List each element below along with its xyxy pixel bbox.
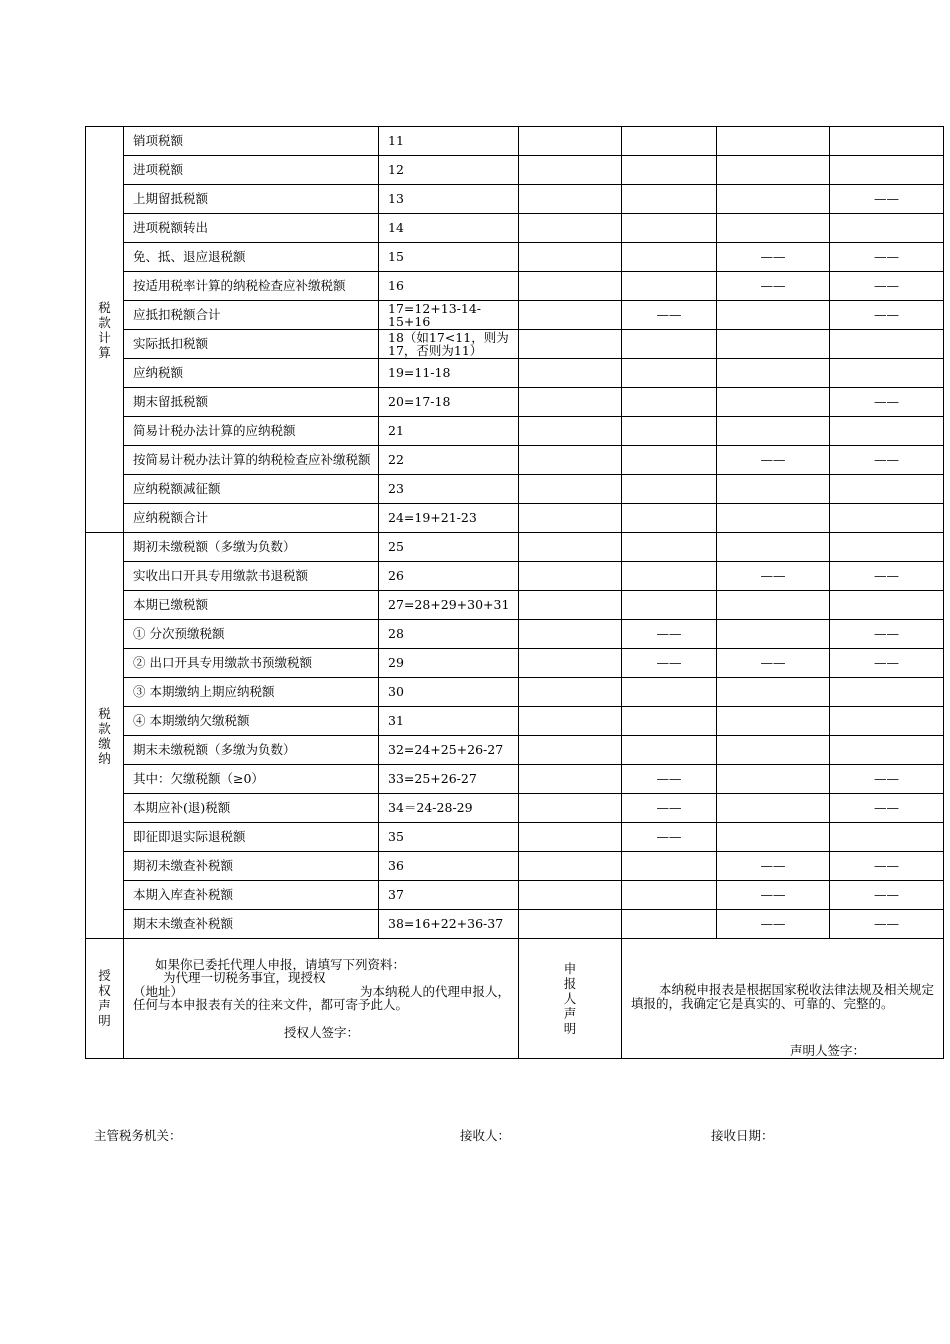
row-formula: 24=19+21-23 <box>379 504 519 533</box>
amount-cell[interactable] <box>519 243 622 272</box>
not-applicable-cell: —— <box>830 562 944 591</box>
auth-address-label: （地址） <box>133 983 184 999</box>
table-row <box>86 620 944 649</box>
not-applicable-cell: —— <box>830 243 944 272</box>
amount-cell[interactable] <box>519 417 622 446</box>
table-row <box>86 765 944 794</box>
not-applicable-cell: —— <box>830 185 944 214</box>
auth-signature[interactable]: 授权人签字： <box>283 1024 359 1040</box>
row-label: 按适用税率计算的纳税检查应补缴税额 <box>124 272 379 301</box>
row-formula: 28 <box>379 620 519 649</box>
row-label: 进项税额 <box>124 156 379 185</box>
table-row <box>86 185 944 214</box>
table-row <box>86 330 944 359</box>
table-row <box>86 533 944 562</box>
amount-cell[interactable] <box>519 301 622 330</box>
amount-cell[interactable] <box>622 127 717 156</box>
row-label: 进项税额转出 <box>124 214 379 243</box>
section-declarant <box>519 939 622 1059</box>
not-applicable-cell: —— <box>830 388 944 417</box>
amount-cell[interactable] <box>830 417 944 446</box>
row-label: 应抵扣税额合计 <box>124 301 379 330</box>
amount-cell[interactable] <box>717 504 830 533</box>
row-formula: 38=16+22+36-37 <box>379 910 519 939</box>
row-label: 期末未缴查补税额 <box>124 910 379 939</box>
amount-cell[interactable] <box>622 272 717 301</box>
amount-cell[interactable] <box>717 707 830 736</box>
row-formula: 31 <box>379 707 519 736</box>
not-applicable-cell: —— <box>717 881 830 910</box>
tax-return-table <box>85 126 944 1059</box>
amount-cell[interactable] <box>830 533 944 562</box>
not-applicable-cell: —— <box>622 823 717 852</box>
not-applicable-cell: —— <box>830 272 944 301</box>
row-formula: 14 <box>379 214 519 243</box>
row-label: 实际抵扣税额 <box>124 330 379 359</box>
amount-cell[interactable] <box>830 156 944 185</box>
table-row <box>86 678 944 707</box>
table-row <box>86 417 944 446</box>
row-formula: 17=12+13-14-15+16 <box>379 301 519 330</box>
table-row <box>86 156 944 185</box>
row-label: 应纳税额 <box>124 359 379 388</box>
amount-cell[interactable] <box>830 591 944 620</box>
amount-cell[interactable] <box>717 359 830 388</box>
not-applicable-cell: —— <box>830 620 944 649</box>
amount-cell[interactable] <box>830 504 944 533</box>
amount-cell[interactable] <box>519 823 622 852</box>
amount-cell[interactable] <box>717 533 830 562</box>
row-formula: 15 <box>379 243 519 272</box>
section-label: 税款计算 <box>98 299 111 360</box>
row-label: 其中：欠缴税额（≥0） <box>124 765 379 794</box>
amount-cell[interactable] <box>519 852 622 881</box>
amount-cell[interactable] <box>622 214 717 243</box>
table-row <box>86 823 944 852</box>
not-applicable-cell: —— <box>717 852 830 881</box>
amount-cell[interactable] <box>622 533 717 562</box>
amount-cell[interactable] <box>622 156 717 185</box>
row-formula: 37 <box>379 881 519 910</box>
row-label: 应纳税额减征额 <box>124 475 379 504</box>
amount-cell[interactable] <box>519 446 622 475</box>
not-applicable-cell: —— <box>830 765 944 794</box>
section-tax-calculation <box>86 127 124 533</box>
section-label: 申报人声明 <box>563 960 577 1036</box>
row-label: 按简易计税办法计算的纳税检查应补缴税额 <box>124 446 379 475</box>
auth-line2: 为代理一切税务事宜，现授权 <box>163 970 326 985</box>
row-label: 期初未缴查补税额 <box>124 852 379 881</box>
amount-cell[interactable] <box>519 127 622 156</box>
amount-cell[interactable] <box>717 765 830 794</box>
table-row <box>86 881 944 910</box>
auth-agent-text: 为本纳税人的代理申报人， <box>359 983 510 999</box>
not-applicable-cell: —— <box>830 301 944 330</box>
amount-cell[interactable] <box>519 765 622 794</box>
row-formula: 34＝24-28-29 <box>379 794 519 823</box>
not-applicable-cell: —— <box>622 301 717 330</box>
amount-cell[interactable] <box>717 127 830 156</box>
amount-cell[interactable] <box>717 794 830 823</box>
auth-line1: 如果你已委托代理人申报，请填写下列资料： <box>155 956 406 972</box>
amount-cell[interactable] <box>830 475 944 504</box>
row-formula: 32=24+25+26-27 <box>379 736 519 765</box>
not-applicable-cell: —— <box>717 562 830 591</box>
section-label: 授权声明 <box>98 968 111 1029</box>
amount-cell[interactable] <box>622 475 717 504</box>
auth-line4: 任何与本申报表有关的往来文件，都可寄予此人。 <box>133 997 409 1012</box>
table-row <box>86 475 944 504</box>
amount-cell[interactable] <box>717 388 830 417</box>
declaration-row <box>86 939 944 1059</box>
not-applicable-cell: —— <box>830 881 944 910</box>
not-applicable-cell: —— <box>717 272 830 301</box>
amount-cell[interactable] <box>519 388 622 417</box>
row-formula: 12 <box>379 156 519 185</box>
row-label: 销项税额 <box>124 127 379 156</box>
table-row <box>86 736 944 765</box>
amount-cell[interactable] <box>519 910 622 939</box>
table-row <box>86 388 944 417</box>
row-formula: 16 <box>379 272 519 301</box>
amount-cell[interactable] <box>830 678 944 707</box>
amount-cell[interactable] <box>519 707 622 736</box>
not-applicable-cell: —— <box>622 620 717 649</box>
not-applicable-cell: —— <box>622 794 717 823</box>
declarant-signature[interactable]: 声明人签字： <box>789 1043 865 1058</box>
amount-cell[interactable] <box>519 330 622 359</box>
amount-cell[interactable] <box>519 562 622 591</box>
row-label: 期初未缴税额（多缴为负数） <box>124 533 379 562</box>
table-row <box>86 127 944 156</box>
amount-cell[interactable] <box>622 417 717 446</box>
table-row <box>86 214 944 243</box>
table-row <box>86 852 944 881</box>
row-label: 免、抵、退应退税额 <box>124 243 379 272</box>
section-label: 税款缴纳 <box>98 705 111 766</box>
row-formula: 29 <box>379 649 519 678</box>
footer-receive-date: 接收日期： <box>711 1128 774 1143</box>
footer-authority: 主管税务机关： <box>94 1128 182 1143</box>
table-row <box>86 707 944 736</box>
row-label: 上期留抵税额 <box>124 185 379 214</box>
row-formula: 18（如17<11，则为17，否则为11） <box>379 330 519 359</box>
amount-cell[interactable] <box>622 359 717 388</box>
amount-cell[interactable] <box>519 794 622 823</box>
auth-line3 <box>133 985 510 999</box>
amount-cell[interactable] <box>519 620 622 649</box>
amount-cell[interactable] <box>519 678 622 707</box>
row-formula: 35 <box>379 823 519 852</box>
amount-cell[interactable] <box>519 649 622 678</box>
amount-cell[interactable] <box>830 359 944 388</box>
not-applicable-cell: —— <box>717 446 830 475</box>
not-applicable-cell: —— <box>830 794 944 823</box>
amount-cell[interactable] <box>830 823 944 852</box>
row-label: ② 出口开具专用缴款书预缴税额 <box>124 649 379 678</box>
row-formula: 27=28+29+30+31 <box>379 591 519 620</box>
row-label: ③ 本期缴纳上期应纳税额 <box>124 678 379 707</box>
declaration-text: 本纳税申报表是根据国家税收法律法规及相关规定填报的，我确定它是真实的、可靠的、完整的。 <box>631 982 935 1011</box>
row-formula: 20=17-18 <box>379 388 519 417</box>
declarant-statement <box>622 939 944 1059</box>
table-row <box>86 446 944 475</box>
row-label: 本期入库查补税额 <box>124 881 379 910</box>
row-label: 即征即退实际退税额 <box>124 823 379 852</box>
row-formula: 33=25+26-27 <box>379 765 519 794</box>
amount-cell[interactable] <box>519 591 622 620</box>
amount-cell[interactable] <box>519 156 622 185</box>
amount-cell[interactable] <box>519 359 622 388</box>
table-row <box>86 359 944 388</box>
amount-cell[interactable] <box>717 678 830 707</box>
table-row <box>86 504 944 533</box>
table-row <box>86 591 944 620</box>
row-formula: 36 <box>379 852 519 881</box>
amount-cell[interactable] <box>830 736 944 765</box>
amount-cell[interactable] <box>519 881 622 910</box>
not-applicable-cell: —— <box>830 852 944 881</box>
not-applicable-cell: —— <box>717 910 830 939</box>
amount-cell[interactable] <box>717 185 830 214</box>
row-label: 简易计税办法计算的应纳税额 <box>124 417 379 446</box>
row-formula: 22 <box>379 446 519 475</box>
amount-cell[interactable] <box>717 156 830 185</box>
row-formula: 25 <box>379 533 519 562</box>
amount-cell[interactable] <box>717 620 830 649</box>
amount-cell[interactable] <box>622 881 717 910</box>
row-label: 应纳税额合计 <box>124 504 379 533</box>
amount-cell[interactable] <box>519 185 622 214</box>
authorization-statement <box>124 939 519 1059</box>
amount-cell[interactable] <box>622 707 717 736</box>
not-applicable-cell: —— <box>830 649 944 678</box>
table-row <box>86 794 944 823</box>
amount-cell[interactable] <box>622 678 717 707</box>
amount-cell[interactable] <box>830 330 944 359</box>
amount-cell[interactable] <box>622 388 717 417</box>
row-formula: 19=11-18 <box>379 359 519 388</box>
not-applicable-cell: —— <box>830 446 944 475</box>
not-applicable-cell: —— <box>717 649 830 678</box>
row-label: 期末留抵税额 <box>124 388 379 417</box>
amount-cell[interactable] <box>622 330 717 359</box>
amount-cell[interactable] <box>622 562 717 591</box>
amount-cell[interactable] <box>519 214 622 243</box>
row-label: 实收出口开具专用缴款书退税额 <box>124 562 379 591</box>
not-applicable-cell: —— <box>717 243 830 272</box>
table-row <box>86 910 944 939</box>
table-row <box>86 301 944 330</box>
table-row <box>86 272 944 301</box>
amount-cell[interactable] <box>519 475 622 504</box>
amount-cell[interactable] <box>622 446 717 475</box>
footer-receiver: 接收人： <box>460 1128 511 1143</box>
amount-cell[interactable] <box>830 127 944 156</box>
amount-cell[interactable] <box>717 823 830 852</box>
section-authorization <box>86 939 124 1059</box>
amount-cell[interactable] <box>717 330 830 359</box>
amount-cell[interactable] <box>717 591 830 620</box>
not-applicable-cell: —— <box>622 765 717 794</box>
amount-cell[interactable] <box>717 475 830 504</box>
amount-cell[interactable] <box>519 533 622 562</box>
row-formula: 26 <box>379 562 519 591</box>
table-row <box>86 562 944 591</box>
not-applicable-cell: —— <box>830 910 944 939</box>
row-label: ④ 本期缴纳欠缴税额 <box>124 707 379 736</box>
amount-cell[interactable] <box>622 852 717 881</box>
section-tax-payment <box>86 533 124 939</box>
row-label: 期末未缴税额（多缴为负数） <box>124 736 379 765</box>
amount-cell[interactable] <box>519 736 622 765</box>
amount-cell[interactable] <box>717 214 830 243</box>
row-formula: 21 <box>379 417 519 446</box>
amount-cell[interactable] <box>717 736 830 765</box>
amount-cell[interactable] <box>519 272 622 301</box>
row-formula: 23 <box>379 475 519 504</box>
amount-cell[interactable] <box>622 591 717 620</box>
amount-cell[interactable] <box>830 214 944 243</box>
amount-cell[interactable] <box>622 910 717 939</box>
row-formula: 13 <box>379 185 519 214</box>
amount-cell[interactable] <box>622 504 717 533</box>
row-formula: 11 <box>379 127 519 156</box>
table-row <box>86 649 944 678</box>
amount-cell[interactable] <box>622 185 717 214</box>
row-formula: 30 <box>379 678 519 707</box>
amount-cell[interactable] <box>717 301 830 330</box>
row-label: 本期应补(退)税额 <box>124 794 379 823</box>
amount-cell[interactable] <box>622 243 717 272</box>
amount-cell[interactable] <box>622 736 717 765</box>
not-applicable-cell: —— <box>622 649 717 678</box>
row-label: ① 分次预缴税额 <box>124 620 379 649</box>
amount-cell[interactable] <box>717 417 830 446</box>
amount-cell[interactable] <box>830 707 944 736</box>
amount-cell[interactable] <box>519 504 622 533</box>
table-row <box>86 243 944 272</box>
row-label: 本期已缴税额 <box>124 591 379 620</box>
